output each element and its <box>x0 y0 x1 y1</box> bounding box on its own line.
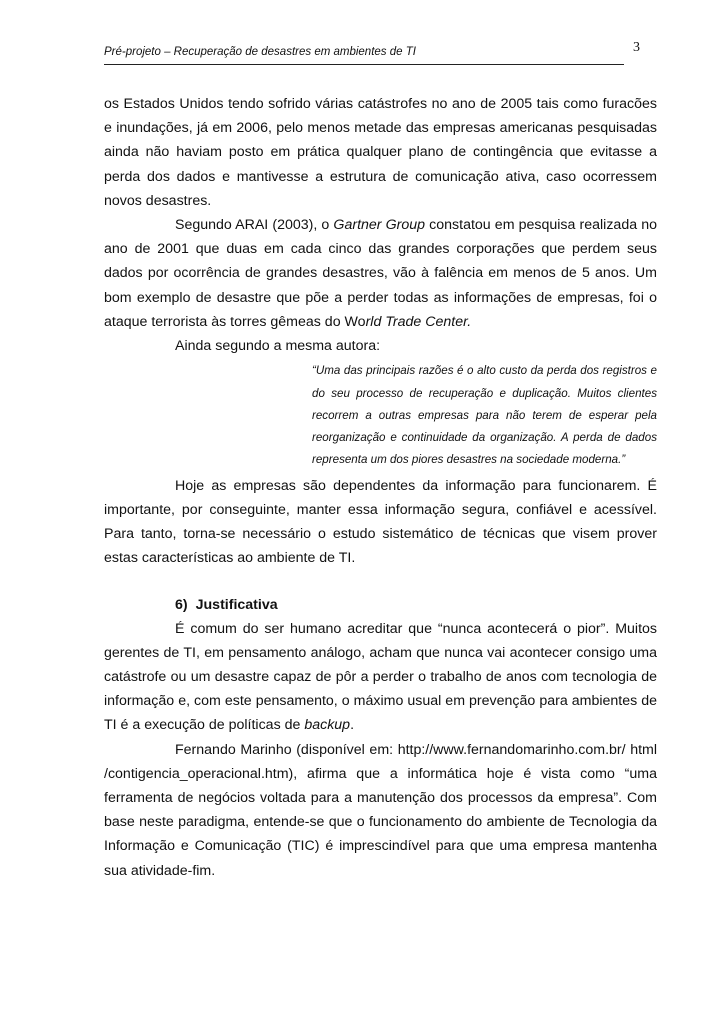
document-body <box>104 92 657 883</box>
gartner-group-emphasis: Gartner Group <box>333 217 426 234</box>
block-quote: “Uma das principais razões é o alto custo da perda dos registros e do seu processo de recuperação e duplicação. Muitos clientes recorrem a outras empresas para não terem de esperar pela reorganização e continuidade da organização. A perda de dados representa um dos piores desastres na sociedade moderna.” <box>312 364 657 467</box>
section-number: 6) <box>175 596 188 613</box>
section-title: Justificativa <box>195 596 278 613</box>
backup-emphasis: backup <box>304 717 351 734</box>
paragraph-2 <box>104 213 657 334</box>
page-header <box>104 38 624 65</box>
paragraph-2-text-a: Segundo ARAI (2003), o <box>175 217 334 234</box>
paragraph-5 <box>104 617 657 738</box>
paragraph-1: os Estados Unidos tendo sofrido várias catástrofes no ano de 2005 tais como furacões e inundações, já em 2006, pelo menos metade das empresas americanas pesquisadas ainda não haviam posto em prática qualquer plano de contingência que evitasse a perda dos dados e mantivesse a estrutura de comunicação ativa, caso ocorressem novos desastres. <box>104 96 657 209</box>
world-trade-center-emphasis: rld Trade Center. <box>365 313 472 330</box>
paragraph-5-text-b: . <box>350 717 355 734</box>
page-number: 3 <box>633 40 640 55</box>
paragraph-2-text-b: constatou em pesquisa realizada no ano de 2001 que duas em cada cinco das grandes corporações que perdem seus dados por ocorrência de grandes desastres, vão à falência em menos de 5 anos. Um bom exemplo de desastre que põe a perder todas as informações de empresas, foi o ataque terrorista às torres gêmeas do Wo <box>104 217 657 330</box>
header-title: Pré-projeto – Recuperação de desastres em ambientes de TI <box>104 46 416 58</box>
section-heading <box>175 593 657 617</box>
paragraph-3: Ainda segundo a mesma autora: <box>175 338 381 355</box>
paragraph-6: Fernando Marinho (disponível em: http://www.fernandomarinho.com.br/ html /contigencia_operacional.htm), afirma que a informática hoje é vista como “uma ferramenta de negócios voltada para a manutenção dos processos da empresa”. Com base neste paradigma, entende-se que o funcionamento do ambiente de Tecnologia da Informação e Comunicação (TIC) é imprescindível para que uma empresa mantenha sua atividade-fim. <box>104 741 657 879</box>
paragraph-4: Hoje as empresas são dependentes da informação para funcionarem. É importante, por conseguinte, manter essa informação segura, confiável e acessível. Para tanto, torna-se necessário o estudo sistemático de técnicas que visem prover estas características ao ambiente de TI. <box>104 477 657 567</box>
paragraph-5-text-a: É comum do ser humano acreditar que “nunca acontecerá o pior”. Muitos gerentes de TI, em pensamento análogo, acham que nunca vai acontecer consigo uma catástrofe ou um desastre capaz de pôr a perder o trabalho de anos com tecnologia de informação e, com este pensamento, o máximo usual em prevenção para ambientes de TI é a execução de políticas de <box>104 620 657 734</box>
